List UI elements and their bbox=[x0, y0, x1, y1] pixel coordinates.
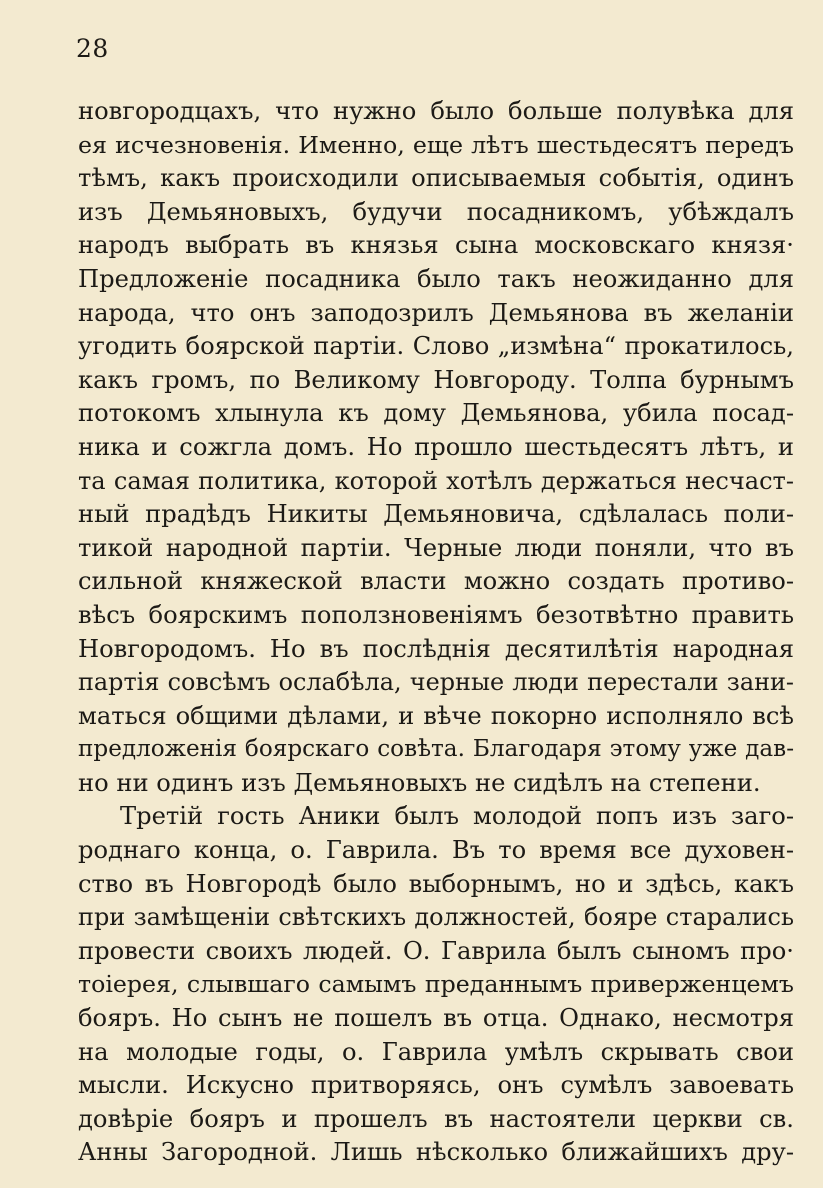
text-line: ника и сожгла домъ. Но прошло шестьдесятъ лѣтъ, и bbox=[78, 432, 794, 461]
text-line: изъ Демьяновыхъ, будучи посадникомъ, убѣждалъ bbox=[78, 197, 794, 226]
text-line: Третій гость Аники былъ молодой попъ изъ заго- bbox=[120, 802, 794, 831]
text-line: тоіерея, слывшаго самымъ преданнымъ приверженцемъ bbox=[78, 970, 794, 999]
text-line: довѣріе бояръ и прошелъ въ настоятели церкви св. bbox=[78, 1104, 794, 1133]
text-line: партія совсѣмъ ослабѣла, черные люди перестали зани- bbox=[78, 668, 794, 697]
text-line: роднаго конца, о. Гаврила. Въ то время все духовен- bbox=[78, 836, 794, 865]
text-line: предложенія боярскаго совѣта. Благодаря этому уже дав- bbox=[78, 736, 794, 763]
paragraph-2 bbox=[78, 800, 794, 1170]
text-line: народа, что онъ заподозрилъ Демьянова въ желаніи bbox=[78, 298, 794, 327]
text-line: Предложеніе посадника было такъ неожиданно для bbox=[78, 264, 794, 293]
text-line: бояръ. Но сынъ не пошелъ въ отца. Однако, несмотря bbox=[78, 1004, 794, 1033]
text-line: новгородцахъ, что нужно было больше полувѣка для bbox=[78, 97, 794, 125]
text-line: тѣмъ, какъ происходили описываемыя событія, одинъ bbox=[78, 164, 794, 193]
text-line: угодить боярской партіи. Слово „измѣна“ прокатилось, bbox=[78, 332, 794, 361]
text-line: ея исчезновенія. Именно, еще лѣтъ шестьдесятъ передъ bbox=[78, 130, 794, 159]
text-line: какъ громъ, по Великому Новгороду. Толпа бурнымъ bbox=[78, 365, 794, 394]
body-text bbox=[78, 95, 794, 1170]
text-line: народъ выбрать въ князья сына московскаго князя· bbox=[78, 231, 794, 260]
text-line: провести своихъ людей. О. Гаврила былъ сыномъ про· bbox=[78, 936, 794, 965]
paragraph-1 bbox=[78, 95, 794, 800]
text-line: ство въ Новгородѣ было выборнымъ, но и здѣсь, какъ bbox=[78, 869, 794, 898]
text-line: мысли. Искусно притворяясь, онъ сумѣлъ завоевать bbox=[78, 1071, 794, 1100]
text-line: на молодые годы, о. Гаврила умѣлъ скрывать свои bbox=[78, 1037, 794, 1066]
text-line: Анны Загородной. Лишь нѣсколько ближайшихъ дру- bbox=[78, 1138, 794, 1167]
text-line: та самая политика, которой хотѣлъ держаться несчаст- bbox=[78, 466, 794, 495]
text-line: вѣсъ боярскимъ поползновеніямъ безотвѣтно править bbox=[78, 600, 794, 629]
text-line: но ни одинъ изъ Демьяновыхъ не сидѣлъ на степени. bbox=[78, 768, 761, 797]
text-line: маться общими дѣлами, и вѣче покорно исполняло всѣ bbox=[78, 701, 794, 730]
text-line: сильной княжеской власти можно создать противо- bbox=[78, 567, 794, 596]
text-line: тикой народной партіи. Черные люди поняли, что въ bbox=[78, 533, 794, 562]
text-line: ный прадѣдъ Никиты Демьяновича, сдѣлалась поли- bbox=[78, 500, 794, 529]
page-number: 28 bbox=[76, 34, 109, 63]
text-line: Новгородомъ. Но въ послѣднія десятилѣтія народная bbox=[78, 634, 794, 663]
text-line: потокомъ хлынула къ дому Демьянова, убила посад- bbox=[78, 399, 794, 428]
text-line: при замѣщеніи свѣтскихъ должностей, бояре старались bbox=[78, 903, 794, 932]
